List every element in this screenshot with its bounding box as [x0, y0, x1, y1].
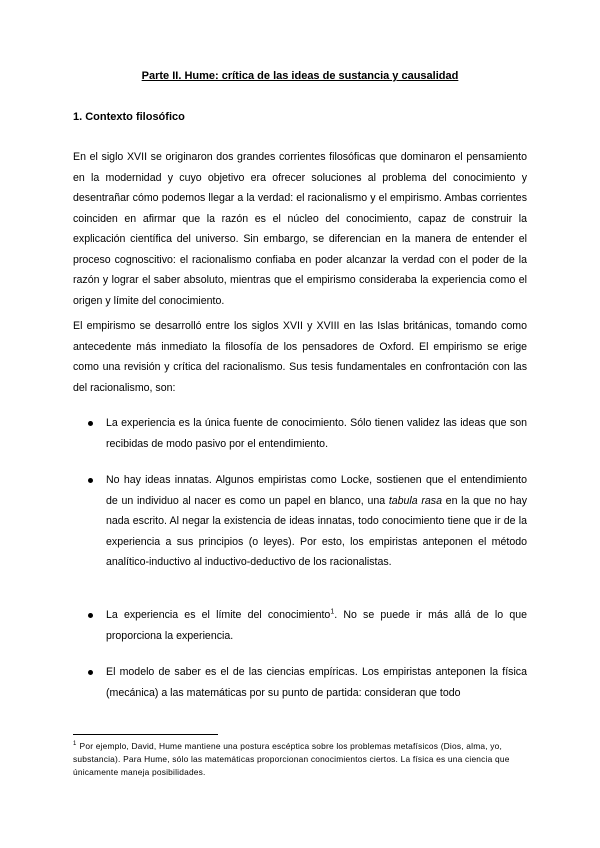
list-item-text-part: No hay ideas innatas. Algunos empiristas como Locke, sostienen que el entendimiento de un individuo al nacer es como un papel en blanco, una: [106, 474, 527, 507]
footnote-text: Por ejemplo, David, Hume mantiene una postura escéptica sobre los problemas metafísicos (Dios, alma, yo, substancia). Para Hume, sólo las matemáticas proporcionan conocimientos ciertos. La física es una ciencia que únicamente maneja posibilidades.: [73, 741, 510, 777]
bullet-dot-icon: [88, 421, 93, 426]
bullet-dot-icon: [88, 478, 93, 483]
page-title: Parte II. Hume: crítica de las ideas de sustancia y causalidad: [141, 70, 459, 82]
list-item-text-part: . No se puede ir más allá de lo que proporciona la experiencia.: [106, 609, 527, 642]
list-item: [90, 413, 527, 454]
italic-term: tabula rasa: [388, 494, 442, 507]
footnote-reference[interactable]: 1: [330, 608, 335, 616]
list-item-text: La experiencia es la única fuente de conocimiento. Sólo tienen validez las ideas que son recibidas de modo pasivo por el entendimiento.: [106, 417, 527, 450]
list-item-text-part: en la que no hay nada escrito. Al negar la existencia de ideas innatas, todo conocimiento tiene que ir de la experiencia a sus principios (o leyes). Por esto, los empiristas anteponen el método analítico-inductivo al inductivo-deductivo de los racionalistas.: [106, 494, 527, 568]
list-item-text-part: La experiencia es el límite del conocimiento: [106, 609, 331, 621]
footnote: [73, 740, 527, 778]
bullet-dot-icon: [88, 670, 93, 675]
list-item-text: [106, 470, 527, 573]
list-item-text: El modelo de saber es el de las ciencias empíricas. Los empiristas anteponen la física (mecánica) a las matemáticas por su punto de partida: consideran que todo: [106, 666, 527, 699]
list-item: [90, 662, 527, 703]
footnote-separator: [73, 734, 218, 735]
list-item: [90, 605, 527, 646]
paragraph-1: En el siglo XVII se originaron dos grandes corrientes filosóficas que dominaron el pensamiento en la modernidad y cuyo objetivo era ofrecer soluciones al problema del conocimiento y desentrañar cómo podemos llegar a la verdad: el racionalismo y el empirismo. Ambas corrientes coinciden en afirmar que la razón es el núcleo del conocimiento, capaz de construir la explicación científica del universo. Sin embargo, se diferencian en la manera de entender el proceso cognoscitivo: el racionalismo confiaba en poder alcanzar la verdad con el poder de la razón y lograr el saber absoluto, mientras que el empirismo consideraba la experiencia como el origen y límite del conocimiento.: [73, 151, 527, 307]
list-item-text: [106, 605, 527, 646]
footnote-number: 1: [73, 741, 77, 748]
bullet-dot-icon: [88, 613, 93, 618]
section-heading: 1. Contexto filosófico: [73, 111, 185, 123]
list-item: [90, 470, 527, 573]
paragraph-2: El empirismo se desarrolló entre los siglos XVII y XVIII en las Islas británicas, tomando como antecedente más inmediato la filosofía de los pensadores de Oxford. El empirismo se erige como una revisión y crítica del racionalismo. Sus tesis fundamentales en confrontación con las del racionalismo, son:: [73, 320, 527, 394]
